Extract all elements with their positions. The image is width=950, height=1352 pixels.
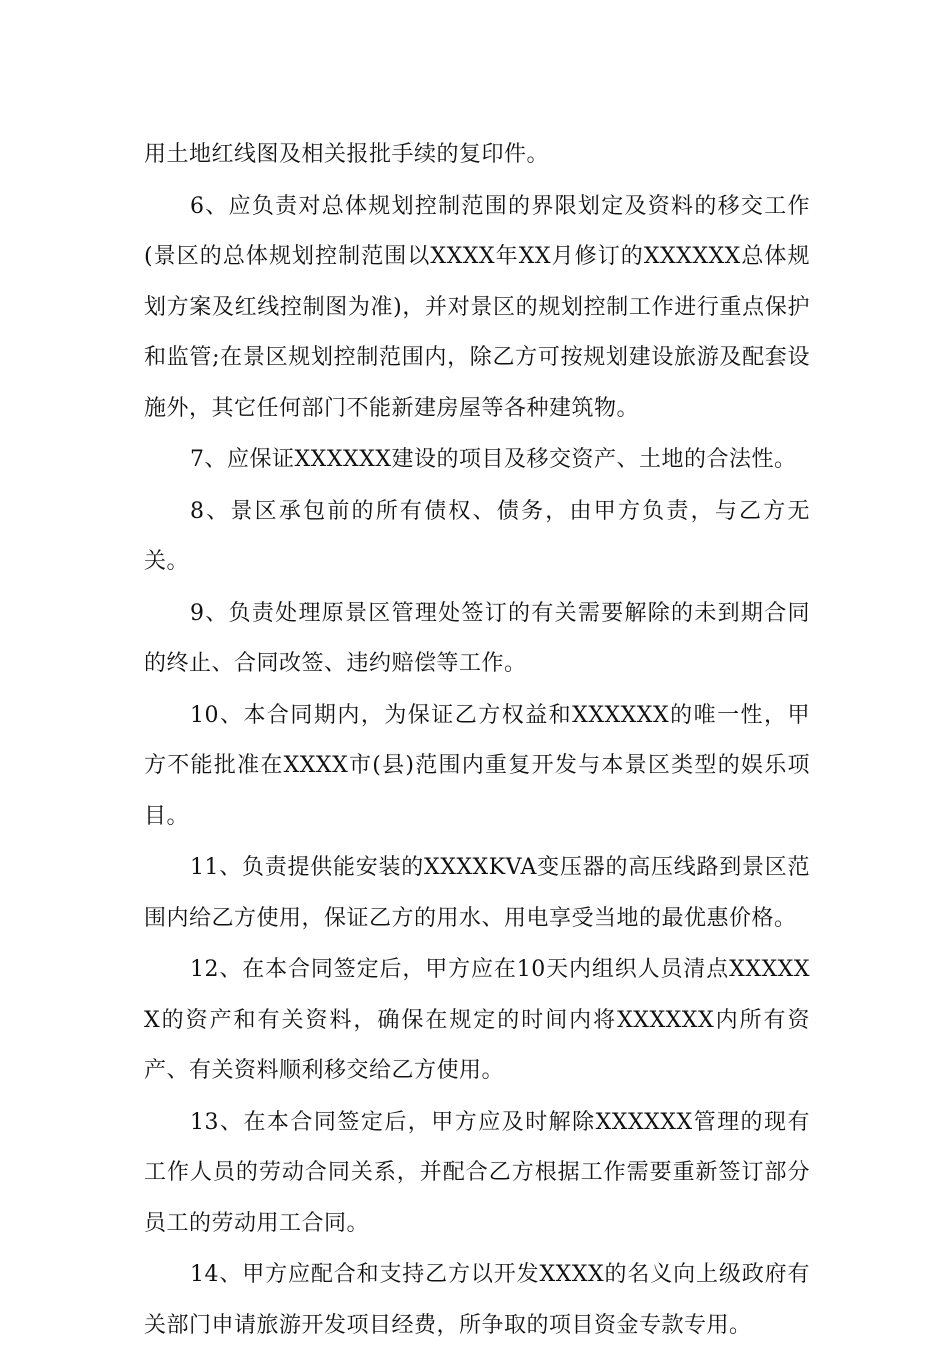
clause-11: 11、负责提供能安装的XXXXKVA变压器的高压线路到景区范围内给乙方使用，保证乙方的用水、用电享受当地的最优惠价格。 (144, 855, 810, 931)
clause-7: 7、应保证XXXXXX建设的项目及移交资产、土地的合法性。 (190, 447, 797, 472)
clause-6: 6、应负责对总体规划控制范围的界限划定及资料的移交工作(景区的总体规划控制范围以XXXX年XX月修订的XXXXXX总体规划方案及红线控制图为准)，并对景区的规划控制工作进行重点保护和监管;在景区规划控制范围内，除乙方可按规划建设旅游及配套设施外，其它任何部门不能新建房屋等各种建筑物。 (144, 193, 810, 421)
clause-13: 13、在本合同签定后，甲方应及时解除XXXXXX管理的现有工作人员的劳动合同关系，并配合乙方根据工作需要重新签订部分员工的劳动用工合同。 (144, 1109, 810, 1236)
clause-14: 14、甲方应配合和支持乙方以开发XXXX的名义向上级政府有关部门申请旅游开发项目经费，所争取的项目资金专款专用。 (144, 1262, 810, 1338)
paragraph-continuation: 用土地红线图及相关报批手续的复印件。 (144, 142, 550, 167)
clause-8: 8、景区承包前的所有债权、债务，由甲方负责，与乙方无关。 (144, 498, 810, 574)
document-body (144, 130, 810, 1352)
clause-10: 10、本合同期内，为保证乙方权益和XXXXXX的唯一性，甲方不能批准在XXXX市(县)范围内重复开发与本景区类型的娱乐项目。 (144, 702, 810, 829)
clause-9: 9、负责处理原景区管理处签订的有关需要解除的未到期合同的终止、合同改签、违约赔偿等工作。 (144, 600, 810, 676)
clause-12: 12、在本合同签定后，甲方应在10天内组织人员清点XXXXXX的资产和有关资料，确保在规定的时间内将XXXXXX内所有资产、有关资料顺利移交给乙方使用。 (144, 957, 810, 1083)
